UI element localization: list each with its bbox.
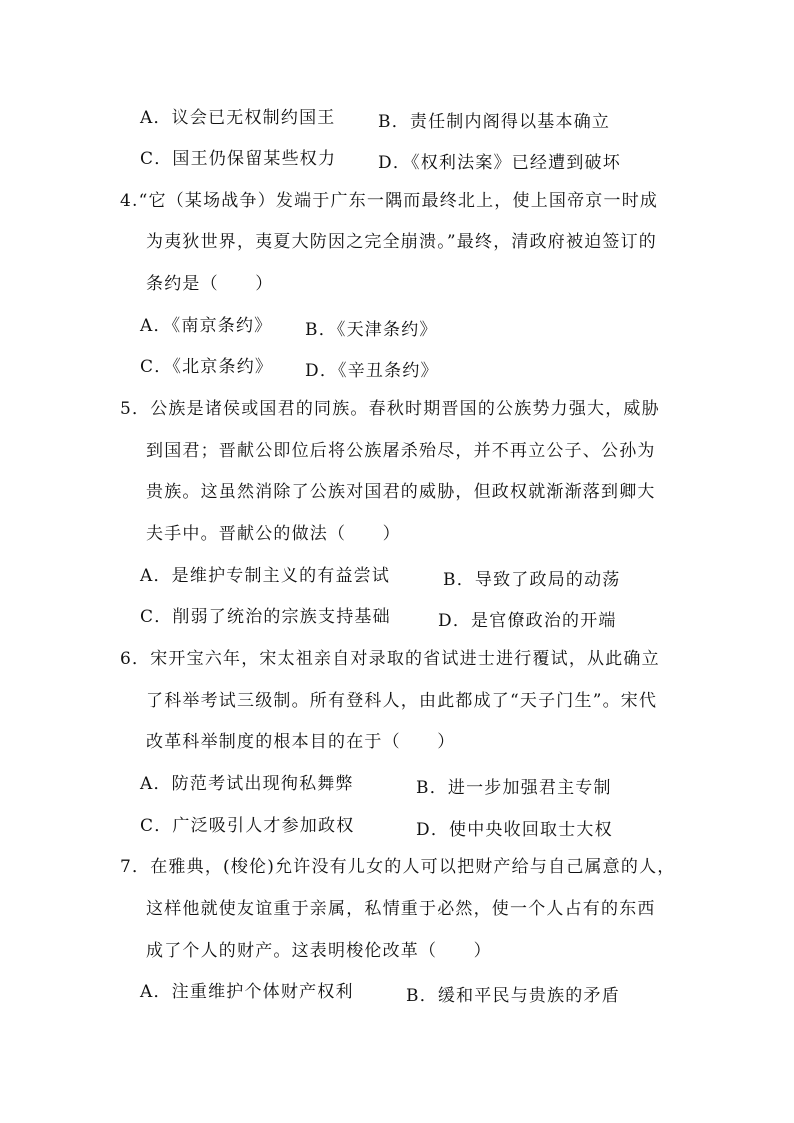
q7-option-b: B．缓和平民与贵族的矛盾 [406,986,620,1006]
q4-stem-line-3: 条约是（ ） [146,274,274,294]
q4-option-b: B．《天津条约》 [305,320,438,340]
q5-option-d: D．是官僚政治的开端 [438,611,617,631]
q6-option-c: C．广泛吸引人才参加政权 [140,816,355,836]
q6-option-a: A．防范考试出现徇私舞弊 [140,774,354,794]
q5-option-b: B．导致了政局的动荡 [443,570,621,590]
q4-stem-line-1: 4.“它（某场战争）发端于广东一隅而最终北上，使上国帝京一时成 [120,191,659,211]
q3-option-c: C．国王仍保留某些权力 [140,149,337,169]
q6-option-b: B．进一步加强君主专制 [416,778,612,798]
q4-stem-line-2: 为夷狄世界，夷夏大防因之完全崩溃。”最终，清政府被迫签订的 [146,232,657,252]
q5-option-a: A．是维护专制主义的有益尝试 [140,566,391,586]
q3-option-b: B．责任制内阁得以基本确立 [378,112,611,132]
q5-stem-line-4: 夫手中。晋献公的做法（ ） [146,524,401,544]
q5-stem-line-2: 到国君；晋献公即位后将公族屠杀殆尽，并不再立公子、公孙为 [146,441,656,461]
q5-option-c: C．削弱了统治的宗族支持基础 [140,607,391,627]
q6-stem-line-2: 了科举考试三级制。所有登科人，由此都成了“天子门生”。宋代 [146,691,658,711]
q5-stem-line-1: 5．公族是诸侯或国君的同族。春秋时期晋国的公族势力强大，威胁 [120,399,660,419]
q4-option-a: A．《南京条约》 [140,316,273,336]
q3-option-d: D．《权利法案》已经遭到破坏 [378,153,621,173]
q7-stem-line-3: 成了个人的财产。这表明梭伦改革（ ） [146,941,492,961]
q6-option-d: D．使中央收回取士大权 [416,820,613,840]
q7-stem-line-2: 这样他就使友谊重于亲属，私情重于必然，使一个人占有的东西 [146,899,656,919]
q4-option-d: D．《辛丑条约》 [305,361,439,381]
q3-option-a: A．议会已无权制约国王 [140,108,336,128]
q7-stem-line-1: 7．在雅典，(梭伦)允许没有儿女的人可以把财产给与自己属意的人， [120,857,676,877]
q5-stem-line-3: 贵族。这虽然消除了公族对国君的威胁，但政权就渐渐落到卿大 [146,482,656,502]
q4-option-c: C．《北京条约》 [140,357,274,377]
q6-stem-line-3: 改革科举制度的根本目的在于（ ） [146,732,456,752]
q7-option-a: A．注重维护个体财产权利 [140,982,354,1002]
q6-stem-line-1: 6．宋开宝六年，宋太祖亲自对录取的省试进士进行覆试，从此确立 [120,649,660,669]
